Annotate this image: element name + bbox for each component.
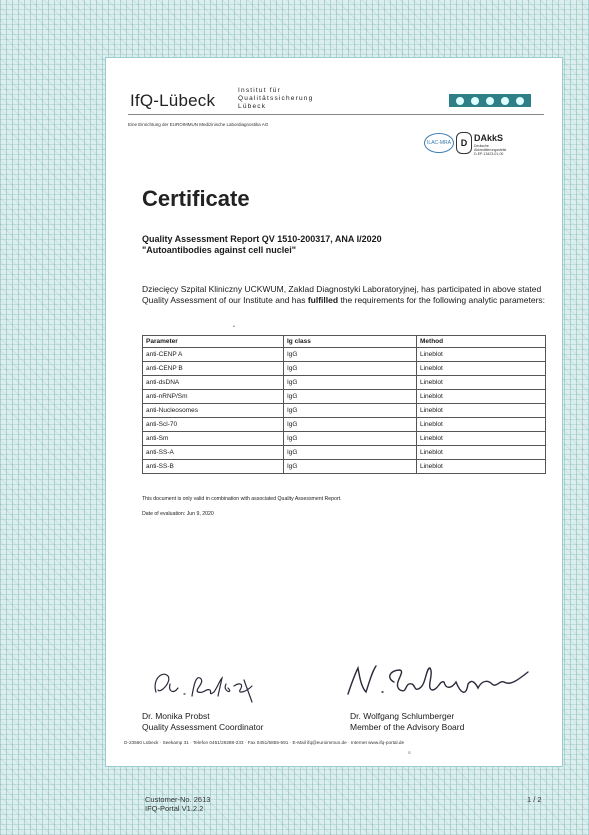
statement-result: fulfilled: [307, 294, 339, 305]
report-heading: [142, 234, 382, 256]
participation-statement: [142, 284, 547, 305]
report-id: Quality Assessment Report QV 1510-200317, ANA I/2020: [142, 234, 382, 244]
cell-method: Lineblot: [417, 376, 546, 390]
cell-ig-class: IgG: [284, 376, 417, 390]
cell-method: Lineblot: [417, 460, 546, 474]
cell-ig-class: IgG: [284, 432, 417, 446]
signatory-right: [350, 711, 464, 732]
signature-probst: [148, 662, 268, 706]
dakks-name: DAkkS: [474, 133, 504, 143]
dakks-line: D-EP-13423-01-00: [474, 152, 504, 156]
ilac-mra-logo: ILAC-MRA: [424, 133, 454, 153]
stray-dot: •: [233, 324, 235, 330]
cell-method: Lineblot: [417, 432, 546, 446]
cell-parameter: anti-SS-A: [143, 446, 284, 460]
column-header-parameter: Parameter: [143, 336, 284, 348]
cell-method: Lineblot: [417, 446, 546, 460]
cell-parameter: anti-nRNP/Sm: [143, 390, 284, 404]
column-header-method: Method: [417, 336, 546, 348]
cell-ig-class: IgG: [284, 460, 417, 474]
cell-parameter: anti-dsDNA: [143, 376, 284, 390]
ifq-logo-graphic: [449, 94, 531, 107]
organization-subline: Eine Einrichtung der EUROIMMUN Medizinische Labordiagnostika AG: [128, 122, 269, 127]
cell-parameter: anti-CENP A: [143, 348, 284, 362]
cell-ig-class: IgG: [284, 446, 417, 460]
cell-ig-class: IgG: [284, 404, 417, 418]
parameters-table: [142, 335, 546, 474]
customer-number: Customer-No. 2613: [145, 795, 211, 804]
table-row: [143, 460, 546, 474]
cell-method: Lineblot: [417, 418, 546, 432]
cell-method: Lineblot: [417, 390, 546, 404]
evaluation-date: Date of evaluation: Jun 9, 2020: [142, 511, 214, 517]
signatory-left-name: Dr. Monika Probst: [142, 711, 210, 721]
report-topic: "Autoantibodies against cell nuclei": [142, 245, 297, 255]
table-row: [143, 404, 546, 418]
cell-ig-class: IgG: [284, 362, 417, 376]
signature-schlumberger: [342, 658, 542, 704]
table-row: [143, 390, 546, 404]
table-row: [143, 362, 546, 376]
cell-parameter: anti-Sm: [143, 432, 284, 446]
signatory-right-role: Member of the Advisory Board: [350, 721, 465, 732]
table-header-row: [143, 336, 546, 348]
certificate-page: [106, 58, 562, 766]
small-mark: S: [408, 750, 411, 755]
logo-dot: [486, 97, 494, 105]
dakks-d-icon: D: [456, 132, 472, 154]
dakks-details: [474, 144, 506, 156]
logo-dot: [516, 97, 524, 105]
table-row: [143, 348, 546, 362]
statement-text-end: the requirements for the following analytic parameters:: [338, 294, 546, 305]
header-divider: [128, 114, 544, 115]
logo-dot: [471, 97, 479, 105]
statement-text: Dziecięcy Szpital Kliniczny UCKWUM, Zaklad Diagnostyki Laboratoryjnej, has participated in above stated Quality Assessment of our Institute and has: [142, 284, 542, 305]
cell-parameter: anti-Scl-70: [143, 418, 284, 432]
signatory-right-name: Dr. Wolfgang Schlumberger: [350, 711, 455, 721]
institute-address: D-23560 Lübeck · Seekamp 31 · Telefon 0451/29288-233 · Fax 0451/5855-591 · E-Mail ifq@euroimmun.de · Internet www.ifq-portal.de: [124, 740, 405, 745]
table-row: [143, 376, 546, 390]
signatory-left-role: Quality Assessment Coordinator: [142, 721, 264, 732]
institute-name: [238, 87, 313, 111]
table-row: [143, 432, 546, 446]
institute-line-1: Institut für: [238, 87, 281, 94]
cell-ig-class: IgG: [284, 348, 417, 362]
cell-method: Lineblot: [417, 362, 546, 376]
institute-line-3: Lübeck: [238, 103, 267, 110]
signatory-left: [142, 711, 263, 732]
dakks-line: Akkreditierungsstelle: [474, 148, 507, 152]
logo-dot: [456, 97, 464, 105]
dakks-line: Deutsche: [474, 144, 489, 148]
cell-method: Lineblot: [417, 404, 546, 418]
institute-line-2: Qualitätssicherung: [238, 95, 314, 102]
validity-note: This document is only valid in combination with associated Quality Assessment Report.: [142, 496, 342, 502]
column-header-ig-class: Ig class: [284, 336, 417, 348]
cell-ig-class: IgG: [284, 390, 417, 404]
portal-version: IFQ-Portal V1.2.2: [145, 804, 204, 813]
cell-ig-class: IgG: [284, 418, 417, 432]
table-row: [143, 446, 546, 460]
cell-parameter: anti-CENP B: [143, 362, 284, 376]
cell-parameter: anti-Nucleosomes: [143, 404, 284, 418]
table-row: [143, 418, 546, 432]
logo-dot: [501, 97, 509, 105]
ifq-logo-text: IfQ-Lübeck: [130, 91, 216, 110]
dakks-logo: [456, 130, 516, 162]
cell-parameter: anti-SS-B: [143, 460, 284, 474]
cell-method: Lineblot: [417, 348, 546, 362]
document-footer: [145, 795, 210, 813]
page-number: 1 / 2: [527, 795, 542, 804]
certificate-title: Certificate: [142, 186, 250, 211]
